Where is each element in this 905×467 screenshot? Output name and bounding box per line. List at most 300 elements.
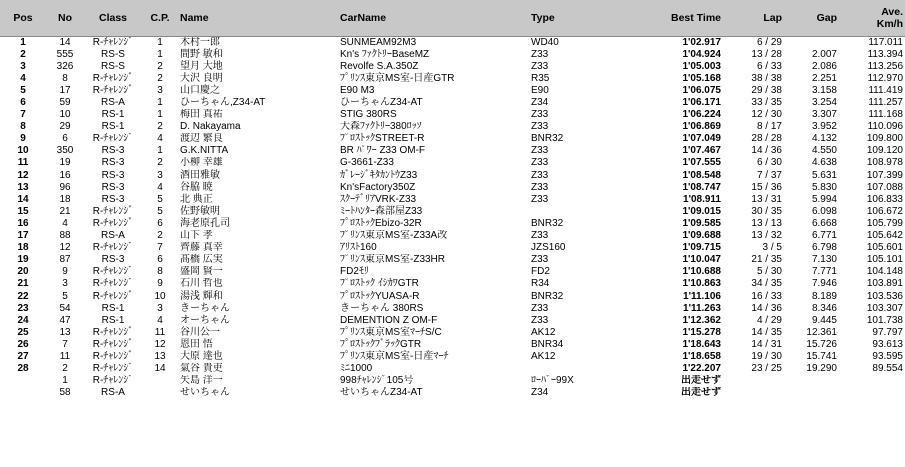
cell-no: 1: [62, 375, 68, 387]
cell-no: 17: [59, 84, 71, 96]
cell-lap: 14 / 36: [751, 145, 782, 157]
cell-gap: 4.132: [811, 133, 837, 145]
cell-lap: 28 / 28: [751, 133, 782, 145]
header-ave: [839, 0, 905, 36]
cell-no: 47: [59, 314, 71, 326]
cell-class: R-ﾁｬﾚﾝｼﾞ: [92, 266, 134, 278]
header-carname: CarName: [338, 0, 529, 36]
cell-lap: 29 / 38: [751, 84, 782, 96]
cell-lap: 6 / 30: [756, 157, 782, 169]
cell-type: [529, 205, 627, 217]
cell-cp: [142, 375, 178, 387]
cell-best-time: 1'12.362: [682, 314, 721, 326]
cell-lap: 15 / 36: [751, 181, 782, 193]
cell-ave: 93.613: [872, 338, 903, 350]
cell-type: Z33: [531, 145, 549, 157]
cell-lap: 7 / 37: [756, 169, 782, 181]
cell-no: 4: [62, 217, 68, 229]
cell-carname: 998ﾁｬﾚﾝｼﾞ105号: [340, 375, 414, 387]
cell-lap: 14 / 35: [751, 326, 782, 338]
cell-cp: 3: [157, 169, 163, 181]
cell-ave: 113.256: [867, 60, 903, 72]
table-row: [0, 193, 905, 205]
cell-gap: 15.726: [806, 338, 837, 350]
cell-name: 梅田 真祐: [180, 109, 223, 121]
table-row: [0, 133, 905, 145]
cell-lap: [723, 387, 784, 399]
table-header: [0, 0, 905, 36]
cell-best-time: 1'11.106: [683, 290, 721, 302]
cell-lap: 12 / 30: [751, 109, 782, 121]
header-best-time: Best Time: [627, 0, 723, 36]
cell-carname: ﾌﾟﾘﾝｽ東京MS室-日産GTR: [340, 72, 455, 84]
cell-best-time: 出走せず: [681, 387, 721, 399]
table-row: [0, 145, 905, 157]
cell-lap: 4 / 29: [756, 314, 782, 326]
cell-gap: 7.946: [811, 278, 837, 290]
table-row: [0, 121, 905, 133]
cell-cp: 2: [157, 60, 163, 72]
cell-carname: Revolfe S.A.350Z: [340, 60, 419, 72]
cell-gap: 3.158: [811, 84, 837, 96]
cell-type: Z33: [531, 230, 549, 242]
cell-best-time: 1'18.658: [682, 350, 721, 362]
cell-best-time: 1'10.688: [682, 266, 721, 278]
cell-gap: 6.798: [811, 242, 837, 254]
cell-lap: 8 / 17: [756, 121, 782, 133]
cell-gap: 2.251: [811, 72, 837, 84]
cell-ave: 105.642: [866, 230, 903, 242]
header-ave-line1: Ave.: [881, 6, 903, 18]
cell-lap: 23 / 25: [751, 363, 782, 375]
cell-type: Z33: [531, 169, 549, 181]
cell-lap: 13 / 28: [751, 48, 782, 60]
cell-pos: 18: [17, 242, 29, 254]
cell-no: 6: [62, 133, 68, 145]
cell-ave: 111.257: [868, 97, 903, 109]
cell-type: Z34: [531, 97, 549, 109]
table-row: [0, 72, 905, 84]
cell-carname: SUNMEAM92M3: [340, 36, 417, 48]
header-divider: [0, 36, 905, 37]
cell-carname: ｱﾘｽﾄ160: [340, 242, 377, 254]
cell-cp: 2: [157, 72, 163, 84]
cell-cp: 4: [157, 133, 163, 145]
cell-gap: 5.631: [811, 169, 837, 181]
cell-no: 2: [62, 363, 68, 375]
cell-ave: 103.307: [866, 302, 903, 314]
table-row: [0, 338, 905, 350]
table-row: [0, 278, 905, 290]
cell-carname: Kn's ﾌｧｸﾄﾘｰBaseMZ: [340, 48, 430, 60]
cell-cp: 4: [157, 181, 163, 193]
cell-pos: 14: [17, 193, 29, 205]
cell-best-time: 1'08.548: [682, 169, 721, 181]
cell-ave: 117.011: [868, 36, 903, 48]
cell-lap: [723, 375, 784, 387]
cell-gap: [784, 387, 839, 399]
cell-name: 大原 達也: [180, 350, 223, 362]
cell-type: Z33: [531, 60, 549, 72]
cell-lap: 6 / 29: [756, 36, 782, 48]
cell-class: RS-A: [101, 230, 125, 242]
table-row: [0, 302, 905, 314]
cell-no: 58: [59, 387, 71, 399]
cell-name: 山口慶之: [180, 84, 220, 96]
cell-no: 9: [62, 266, 68, 278]
table-row: [0, 217, 905, 229]
table-row: [0, 350, 905, 362]
cell-gap: 6.771: [811, 230, 837, 242]
cell-class: R-ﾁｬﾚﾝｼﾞ: [92, 350, 134, 362]
cell-ave: 107.399: [866, 169, 903, 181]
cell-best-time: 1'05.168: [682, 72, 721, 84]
cell-lap: 6 / 33: [756, 60, 782, 72]
cell-no: 14: [59, 36, 71, 48]
cell-cp: 5: [157, 205, 163, 217]
cell-carname: ﾌﾟﾘﾝｽ東京MS室-Z33HR: [340, 254, 446, 266]
cell-ave: 106.672: [866, 205, 903, 217]
cell-cp: 7: [157, 242, 163, 254]
table-row: [0, 242, 905, 254]
cell-ave: 112.970: [867, 72, 903, 84]
cell-name: きーちゃん: [180, 302, 230, 314]
cell-pos: 17: [17, 230, 29, 242]
cell-ave: 109.120: [866, 145, 903, 157]
cell-name: 海老原孔司: [180, 217, 230, 229]
cell-type: AK12: [531, 326, 556, 338]
cell-no: 350: [56, 145, 74, 157]
cell-carname: DEMENTION Z OM-F: [340, 314, 438, 326]
cell-no: 11: [59, 350, 71, 362]
cell-no: 8: [62, 72, 68, 84]
table-row: [0, 363, 905, 375]
cell-best-time: 1'11.263: [683, 302, 721, 314]
cell-cp: 2: [157, 121, 163, 133]
cell-class: RS-3: [101, 169, 125, 181]
cell-lap: 5 / 30: [756, 266, 782, 278]
cell-cp: 5: [157, 193, 163, 205]
cell-best-time: 1'08.747: [682, 181, 721, 193]
header-gap: Gap: [784, 0, 839, 36]
cell-name: オーちゃん: [180, 314, 230, 326]
cell-name: 間野 敏和: [180, 48, 223, 60]
cell-gap: 3.254: [811, 97, 837, 109]
cell-carname: Kn'sFactory350Z: [340, 181, 416, 193]
cell-class: R-ﾁｬﾚﾝｼﾞ: [92, 133, 134, 145]
cell-best-time: 1'10.047: [682, 254, 721, 266]
header-pos: Pos: [0, 0, 46, 36]
cell-class: RS-3: [101, 181, 125, 193]
cell-gap: 4.550: [811, 145, 837, 157]
cell-type: FD2: [531, 266, 550, 278]
cell-ave: 105.799: [866, 217, 903, 229]
cell-cp: 6: [157, 217, 163, 229]
cell-name: 恩田 悟: [180, 338, 213, 350]
cell-ave: 111.168: [868, 109, 903, 121]
cell-carname: ﾌﾟﾘﾝｽ東京MS室ﾏｰﾁS/C: [340, 326, 442, 338]
cell-name: 北 典正: [180, 193, 213, 205]
cell-class: RS-1: [101, 121, 125, 133]
cell-class: R-ﾁｬﾚﾝｼﾞ: [92, 363, 134, 375]
cell-class: R-ﾁｬﾚﾝｼﾞ: [92, 375, 134, 387]
cell-ave: [839, 387, 905, 399]
cell-no: 59: [59, 97, 71, 109]
cell-pos: [0, 375, 46, 387]
cell-cp: 3: [157, 84, 163, 96]
cell-gap: 5.830: [811, 181, 837, 193]
header-type: Type: [529, 0, 627, 36]
cell-pos: 4: [20, 72, 26, 84]
cell-cp: 8: [157, 266, 163, 278]
cell-type: WD40: [531, 36, 559, 48]
cell-best-time: 1'09.715: [682, 242, 721, 254]
table-row: [0, 314, 905, 326]
cell-best-time: 1'18.643: [682, 338, 721, 350]
cell-pos: 16: [17, 217, 29, 229]
cell-best-time: 1'06.224: [682, 109, 721, 121]
cell-carname: ﾐｰﾄﾊﾝﾀｰ森部屋Z33: [340, 205, 423, 217]
cell-best-time: 1'15.278: [682, 326, 721, 338]
cell-ave: 103.891: [866, 278, 903, 290]
cell-lap: 34 / 35: [751, 278, 782, 290]
cell-carname: きーちゃん 380RS: [340, 302, 424, 314]
cell-lap: 16 / 33: [751, 290, 782, 302]
cell-cp: 2: [157, 230, 163, 242]
cell-pos: 8: [20, 121, 26, 133]
table-row: [0, 290, 905, 302]
cell-gap: 3.952: [811, 121, 837, 133]
cell-class: R-ﾁｬﾚﾝｼﾞ: [92, 242, 134, 254]
cell-best-time: 1'08.911: [683, 193, 721, 205]
cell-ave: 105.101: [866, 254, 903, 266]
cell-best-time: 1'10.863: [682, 278, 721, 290]
cell-name: G.K.NITTA: [180, 145, 229, 157]
cell-gap: 2.086: [811, 60, 837, 72]
cell-pos: 19: [17, 254, 29, 266]
cell-lap: 21 / 35: [751, 254, 782, 266]
cell-gap: 2.007: [811, 48, 837, 60]
cell-class: RS-1: [101, 302, 125, 314]
cell-carname: ﾌﾟﾛｽﾄｯｸﾌﾞﾗｯｸGTR: [340, 338, 422, 350]
cell-best-time: 1'07.467: [682, 145, 721, 157]
cell-gap: 4.638: [811, 157, 837, 169]
cell-gap: [784, 36, 839, 48]
table-row: [0, 36, 905, 48]
cell-type: R34: [531, 278, 550, 290]
cell-gap: 5.994: [811, 193, 837, 205]
cell-type: [529, 363, 627, 375]
cell-type: BNR32: [531, 217, 564, 229]
cell-carname: ﾌﾟﾛｽﾄｯｸEbizo-32R: [340, 217, 422, 229]
cell-ave: [839, 375, 905, 387]
cell-class: RS-A: [101, 387, 125, 399]
cell-type: Z33: [531, 193, 549, 205]
cell-type: Z33: [531, 121, 549, 133]
cell-class: R-ﾁｬﾚﾝｼﾞ: [92, 338, 134, 350]
cell-gap: 8.189: [811, 290, 837, 302]
cell-carname: せいちゃんZ34-AT: [340, 387, 423, 399]
cell-ave: 107.088: [866, 181, 903, 193]
cell-no: 54: [59, 302, 71, 314]
cell-type: R35: [531, 72, 550, 84]
cell-carname: ﾌﾟﾛｽﾄｯｸSTREET-R: [340, 133, 425, 145]
cell-ave: 104.148: [866, 266, 903, 278]
cell-best-time: 1'06.075: [682, 84, 721, 96]
cell-cp: 1: [157, 145, 163, 157]
cell-name: 髙橋 広実: [180, 254, 223, 266]
cell-no: 29: [59, 121, 71, 133]
cell-lap: 19 / 30: [751, 350, 782, 362]
cell-name: 酒田雅敏: [180, 169, 220, 181]
cell-gap: 3.307: [811, 109, 837, 121]
cell-gap: 8.346: [811, 302, 837, 314]
cell-gap: 19.290: [806, 363, 837, 375]
cell-ave: 97.797: [872, 326, 903, 338]
cell-carname: ﾌﾟﾛｽﾄｯｸYUASA-R: [340, 290, 420, 302]
table-row: [0, 109, 905, 121]
cell-type: Z33: [531, 314, 549, 326]
cell-name: ひーちゃん,Z34-AT: [180, 97, 266, 109]
table-row: [0, 205, 905, 217]
cell-class: RS-3: [101, 254, 125, 266]
cell-pos: 27: [17, 350, 29, 362]
table-row: [0, 266, 905, 278]
cell-lap: 3 / 5: [762, 242, 782, 254]
cell-best-time: 1'06.869: [682, 121, 721, 133]
cell-ave: 109.800: [866, 133, 903, 145]
cell-ave: 110.096: [867, 121, 903, 133]
cell-name: 盛岡 賢一: [180, 266, 223, 278]
cell-lap: 38 / 38: [751, 72, 782, 84]
cell-cp: 3: [157, 302, 163, 314]
cell-class: RS-3: [101, 157, 125, 169]
cell-name: 小柳 幸雄: [180, 157, 223, 169]
cell-ave: 105.601: [866, 242, 903, 254]
cell-class: RS-3: [101, 145, 125, 157]
table-row: [0, 230, 905, 242]
cell-name: 矢島 洋一: [180, 375, 223, 387]
cell-best-time: 1'09.015: [682, 205, 721, 217]
table-row: [0, 254, 905, 266]
cell-type: BNR32: [531, 133, 564, 145]
cell-cp: 2: [157, 157, 163, 169]
cell-pos: 24: [17, 314, 29, 326]
cell-gap: [784, 375, 839, 387]
cell-no: 3: [62, 278, 68, 290]
cell-best-time: 1'22.207: [682, 363, 721, 375]
cell-no: 7: [62, 338, 68, 350]
cell-pos: 28: [17, 363, 29, 375]
cell-pos: 5: [20, 84, 26, 96]
cell-class: R-ﾁｬﾚﾝｼﾞ: [92, 217, 134, 229]
cell-pos: [0, 387, 46, 399]
cell-name: 齊藤 真幸: [180, 242, 223, 254]
table-row: [0, 157, 905, 169]
cell-best-time: 1'07.049: [682, 133, 721, 145]
cell-gap: 6.098: [811, 205, 837, 217]
cell-pos: 15: [17, 205, 29, 217]
table-body: [0, 36, 905, 399]
header-cp: C.P.: [142, 0, 178, 36]
cell-cp: [142, 387, 178, 399]
cell-class: RS-1: [101, 109, 125, 121]
cell-no: 10: [59, 109, 71, 121]
cell-pos: 22: [17, 290, 29, 302]
cell-no: 5: [62, 290, 68, 302]
cell-type: E90: [531, 84, 549, 96]
cell-type: Z34: [531, 387, 549, 399]
cell-pos: 7: [20, 109, 26, 121]
header-no: No: [46, 0, 84, 36]
header-name: Name: [178, 0, 338, 36]
cell-carname: E90 M3: [340, 84, 375, 96]
cell-name: 谷川公一: [180, 326, 220, 338]
cell-type: Z33: [531, 109, 549, 121]
cell-lap: 30 / 35: [751, 205, 782, 217]
cell-lap: 13 / 13: [751, 217, 782, 229]
cell-best-time: 1'05.003: [682, 60, 721, 72]
cell-cp: 13: [154, 350, 166, 362]
cell-gap: 12.361: [806, 326, 837, 338]
cell-pos: 3: [20, 60, 26, 72]
cell-cp: 1: [157, 109, 163, 121]
cell-best-time: 1'07.555: [682, 157, 721, 169]
cell-pos: 21: [17, 278, 29, 290]
cell-pos: 20: [17, 266, 29, 278]
cell-ave: 101.738: [866, 314, 903, 326]
cell-carname: ｶﾞﾚｰｼﾞｷﾀｶﾝﾄｳZ33: [340, 169, 418, 181]
cell-pos: 1: [20, 36, 26, 48]
cell-type: AK12: [531, 350, 556, 362]
cell-name: 湯浅 輝和: [180, 290, 223, 302]
cell-carname: ﾌﾟﾘﾝｽ東京MS室-Z33A改: [340, 230, 448, 242]
cell-name: 渡辺 繁良: [180, 133, 223, 145]
cell-best-time: 出走せず: [681, 375, 721, 387]
cell-no: 87: [59, 254, 71, 266]
cell-best-time: 1'06.171: [682, 97, 721, 109]
cell-pos: 26: [17, 338, 29, 350]
cell-no: 21: [59, 205, 71, 217]
cell-carname: ﾐﾆ1000: [340, 363, 373, 375]
cell-pos: 12: [17, 169, 29, 181]
cell-type: BNR34: [531, 338, 564, 350]
cell-pos: 23: [17, 302, 29, 314]
header-ave-line2: Km/h: [876, 18, 903, 30]
cell-name: D. Nakayama: [180, 121, 241, 133]
cell-gap: 9.445: [811, 314, 837, 326]
table-row: [0, 169, 905, 181]
cell-cp: 14: [154, 363, 166, 375]
cell-no: 18: [59, 193, 71, 205]
cell-no: 96: [59, 181, 71, 193]
cell-ave: 89.554: [872, 363, 903, 375]
cell-gap: 6.668: [811, 217, 837, 229]
cell-ave: 108.978: [866, 157, 903, 169]
cell-carname: 大森ﾌｧｸﾄﾘｰ380ﾛｯｿ: [340, 121, 422, 133]
cell-carname: BR ﾊﾟﾜｰ Z33 OM-F: [340, 145, 426, 157]
cell-name: 山下 孝: [180, 230, 213, 242]
cell-class: R-ﾁｬﾚﾝｼﾞ: [92, 205, 134, 217]
cell-cp: 6: [157, 254, 163, 266]
table-row: [0, 375, 905, 387]
cell-best-time: 1'02.917: [682, 36, 721, 48]
cell-carname: FD2ﾓﾘ: [340, 266, 369, 278]
cell-pos: 9: [20, 133, 26, 145]
header-row: [0, 0, 905, 36]
cell-name: 望月 大地: [180, 60, 223, 72]
cell-gap: 15.741: [806, 350, 837, 362]
